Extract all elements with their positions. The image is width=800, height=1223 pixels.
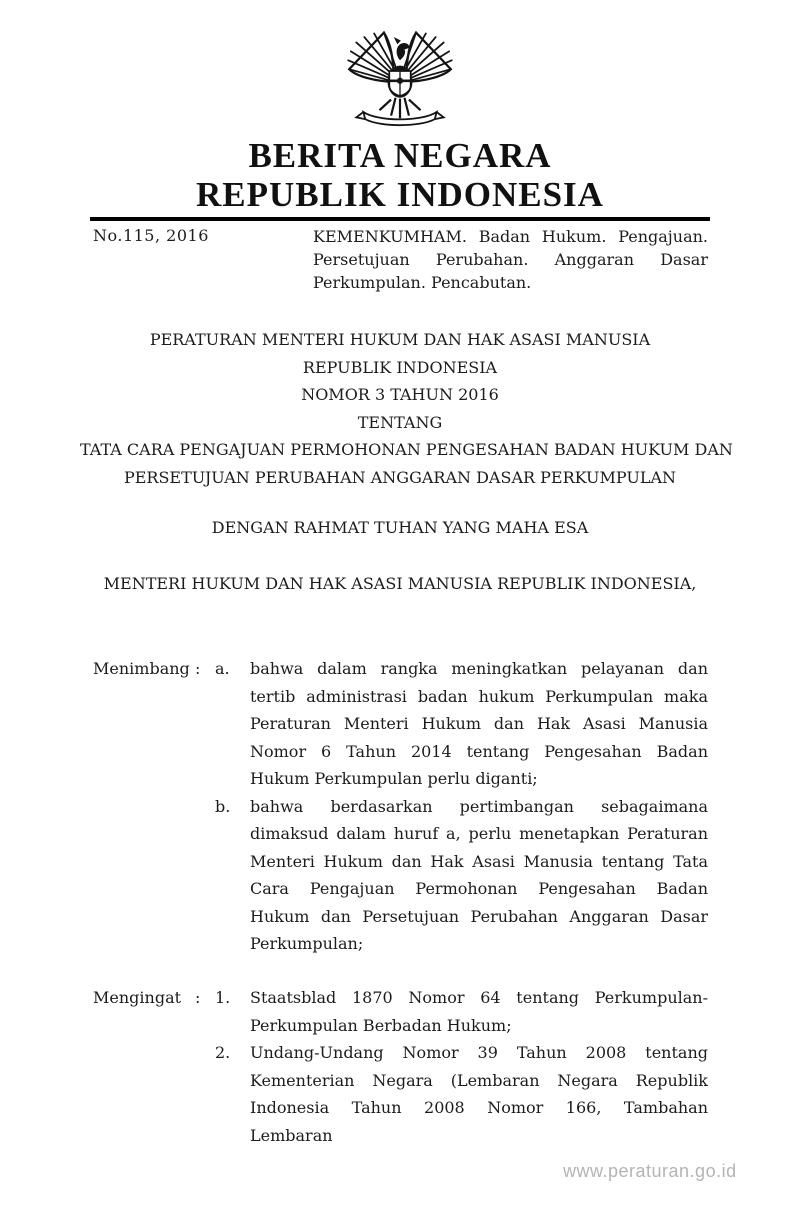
recalling-colon: : xyxy=(195,988,201,1007)
masthead-line-2: REPUBLIK INDONESIA xyxy=(196,175,604,214)
recalling-label: Mengingat xyxy=(93,988,182,1007)
watermark-url: www.peraturan.go.id xyxy=(563,1161,737,1181)
list-item xyxy=(215,793,708,958)
gazette-number: No.115, 2016 xyxy=(93,226,209,245)
item-marker: b. xyxy=(215,796,231,816)
considering-section xyxy=(93,655,708,958)
title-line-4: TENTANG xyxy=(357,412,443,432)
garuda-pancasila-emblem xyxy=(342,26,458,132)
regulation-title xyxy=(80,326,733,491)
masthead xyxy=(0,136,800,214)
item-text: bahwa berdasarkan pertimbangan sebagaimana dimaksud dalam huruf a, perlu menetapkan Peraturan Menteri Hukum dan Hak Asasi Manusia tentang Tata Cara Pengajuan Permohonan Pengesahan Badan Hukum dan Persetujuan Perubahan Anggaran Dasar Perkumpulan; xyxy=(250,796,708,953)
masthead-divider-rule xyxy=(90,217,710,221)
item-text: Staatsblad 1870 Nomor 64 tentang Perkumpulan-Perkumpulan Berbadan Hukum; xyxy=(250,988,708,1035)
title-line-6: PERSETUJUAN PERUBAHAN ANGGARAN DASAR PERKUMPULAN xyxy=(123,467,677,487)
authority-line: MENTERI HUKUM DAN HAK ASASI MANUSIA REPUBLIK INDONESIA, xyxy=(103,574,697,593)
title-line-3: NOMOR 3 TAHUN 2016 xyxy=(301,385,499,404)
item-marker: 1. xyxy=(215,988,231,1007)
invocation-line: DENGAN RAHMAT TUHAN YANG MAHA ESA xyxy=(211,518,589,537)
title-line-5: TATA CARA PENGAJUAN PERMOHONAN PENGESAHAN BADAN HUKUM DAN xyxy=(80,440,733,459)
masthead-line-1: BERITA NEGARA xyxy=(248,136,552,175)
list-item xyxy=(215,984,708,1039)
item-text: Undang-Undang Nomor 39 Tahun 2008 tentang Kementerian Negara (Lembaran Negara Republik Indonesia Tahun 2008 Nomor 166, Tambahan Lembaran xyxy=(250,1043,708,1145)
item-text: bahwa dalam rangka meningkatkan pelayanan dan tertib administrasi badan hukum Perkumpulan maka Peraturan Menteri Hukum dan Hak Asasi Manusia Nomor 6 Tahun 2014 tentang Pengesahan Badan Hukum Perkumpulan perlu diganti; xyxy=(250,659,708,788)
list-item xyxy=(215,655,708,793)
recalling-items xyxy=(215,984,708,1149)
item-marker: a. xyxy=(215,659,230,678)
considering-items xyxy=(215,655,708,958)
recalling-section xyxy=(93,984,708,1149)
considering-colon: : xyxy=(195,659,201,678)
item-marker: 2. xyxy=(215,1043,231,1062)
gazette-subject: KEMENKUMHAM. Badan Hukum. Pengajuan. Persetujuan Perubahan. Anggaran Dasar Perkumpulan. Pencabutan. xyxy=(313,227,708,292)
title-line-1: PERATURAN MENTERI HUKUM DAN HAK ASASI MANUSIA xyxy=(149,330,651,349)
title-line-2: REPUBLIK INDONESIA xyxy=(302,357,498,377)
list-item xyxy=(215,1039,708,1149)
considering-label: Menimbang xyxy=(93,659,190,678)
